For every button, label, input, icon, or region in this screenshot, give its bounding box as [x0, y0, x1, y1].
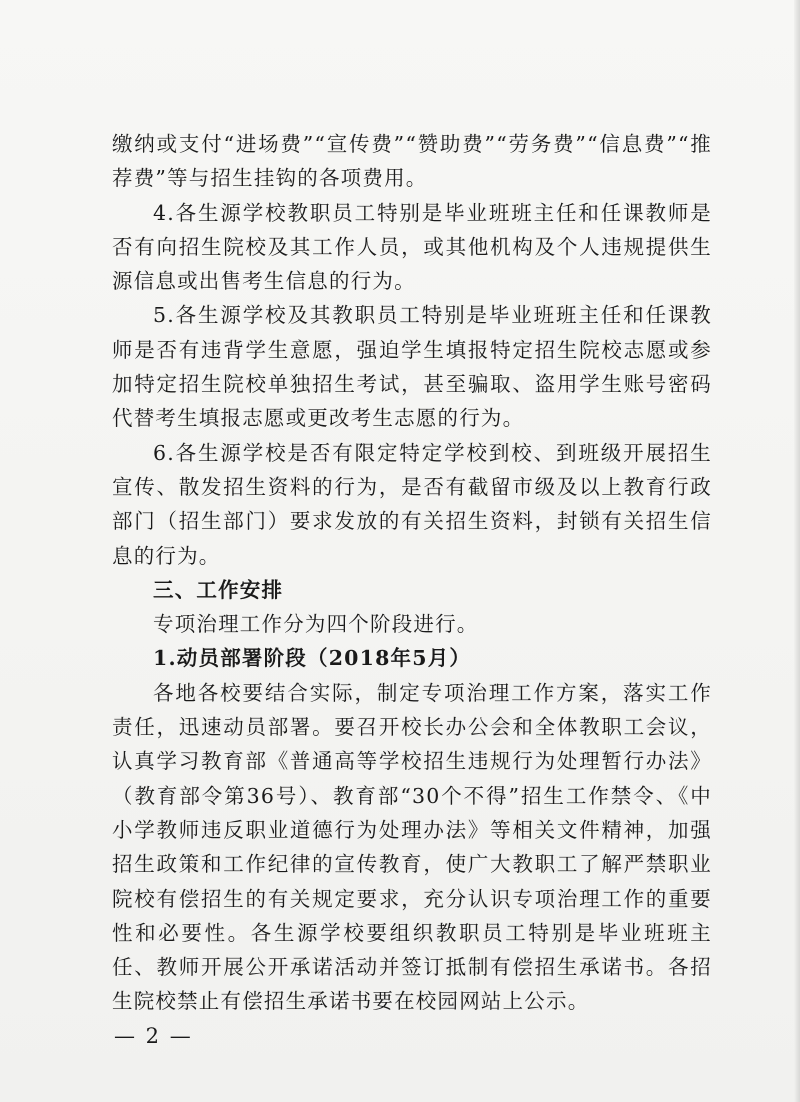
- paragraph: 专项治理工作分为四个阶段进行。: [153, 612, 479, 637]
- body-text: [112, 127, 712, 1019]
- page-number: — 2 —: [114, 1024, 193, 1048]
- scan-edge: [794, 0, 800, 1102]
- section-heading: 三、工作安排: [153, 577, 284, 602]
- subsection-heading: 1.动员部署阶段（2018年5月）: [153, 646, 472, 671]
- paragraph: 缴纳或支付“进场费”“宣传费”“赞助费”“劳务费”“信息费”“推荐费”等与招生挂钩的各项费用。: [112, 132, 712, 191]
- paragraph: 4.各生源学校教职员工特别是毕业班班主任和任课教师是否有向招生院校及其工作人员，或其他机构及个人违规提供生源信息或出售考生信息的行为。: [112, 200, 712, 294]
- paragraph: 各地各校要结合实际，制定专项治理工作方案，落实工作责任，迅速动员部署。要召开校长办公会和全体教职工会议，认真学习教育部《普通高等学校招生违规行为处理暂行办法》（教育部令第36号）、教育部“30个不得”招生工作禁令、《中小学教师违反职业道德行为处理办法》等相关文件精神，加强招生政策和工作纪律的宣传教育，使广大教职工了解严禁职业院校有偿招生的有关规定要求，充分认识专项治理工作的重要性和必要性。各生源学校要组织教职员工特别是毕业班班主任、教师开展公开承诺活动并签订抵制有偿招生承诺书。各招生院校禁止有偿招生承诺书要在校园网站上公示。: [112, 680, 712, 1014]
- paragraph: 5.各生源学校及其教职员工特别是毕业班班主任和任课教师是否有违背学生意愿，强迫学生填报特定招生院校志愿或参加特定招生院校单独招生考试，甚至骗取、盗用学生账号密码代替考生填报志愿或更改考生志愿的行为。: [112, 303, 712, 431]
- paragraph: 6.各生源学校是否有限定特定学校到校、到班级开展招生宣传、散发招生资料的行为，是否有截留市级及以上教育行政部门（招生部门）要求发放的有关招生资料，封锁有关招生信息的行为。: [112, 440, 712, 568]
